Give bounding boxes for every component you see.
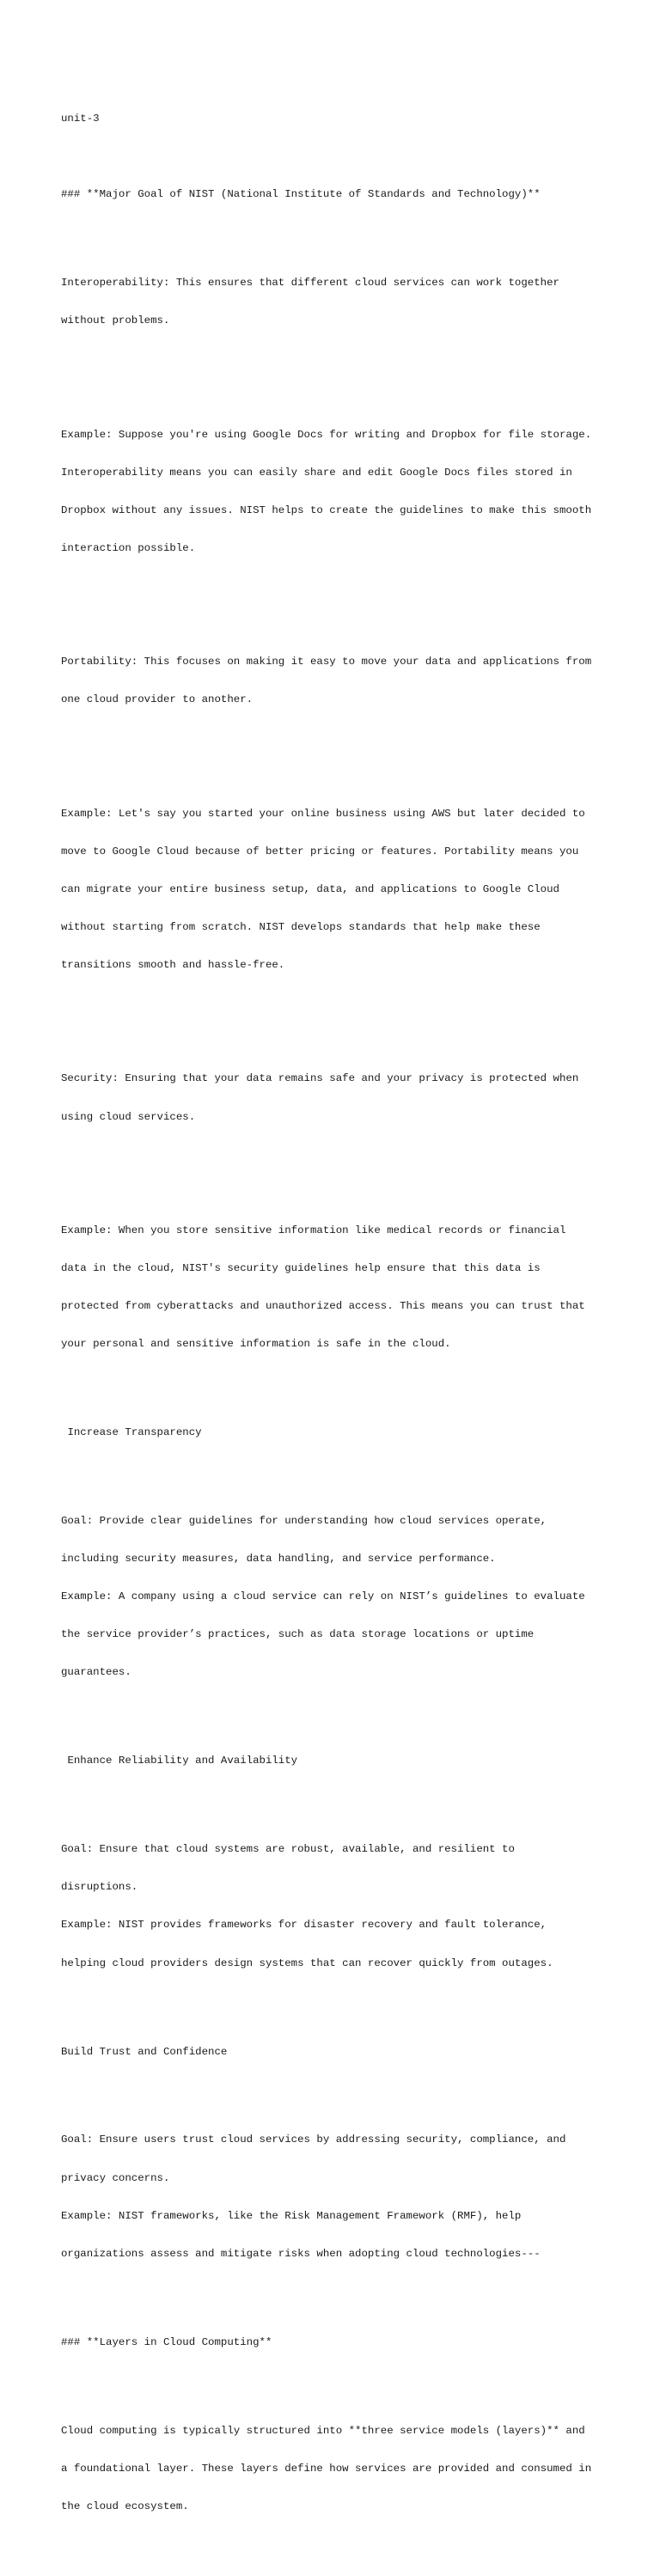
paragraph-layers <box>61 2399 611 2538</box>
text-line: Cloud computing is typically structured into **three service models (layers)** and <box>61 2424 585 2437</box>
text-line: Example: NIST provides frameworks for disaster recovery and fault tolerance, <box>61 1919 547 1932</box>
text-line: Portability: This focuses on making it easy to move your data and applications from <box>61 656 592 668</box>
unit-label: unit-3 <box>61 113 100 125</box>
paragraph-trust <box>61 2109 611 2286</box>
paragraph-transparency <box>61 1490 611 1705</box>
text-line: Goal: Ensure that cloud systems are robust, available, and resilient to <box>61 1843 515 1856</box>
text-line: move to Google Cloud because of better pricing or features. Portability means you <box>61 845 579 858</box>
section-heading-nist: ### **Major Goal of NIST (National Institute of Standards and Technology)** <box>61 188 541 201</box>
text-line: helping cloud providers design systems that can recover quickly from outages. <box>61 1956 553 1969</box>
text-line: Example: Let's say you started your online business using AWS but later decided to <box>61 807 585 820</box>
text-line: Example: Suppose you're using Google Docs for writing and Dropbox for file storage. <box>61 428 592 441</box>
subheading-reliability: Enhance Reliability and Availability <box>61 1755 298 1767</box>
text-line: using cloud services. <box>61 1110 196 1123</box>
text-line: the cloud ecosystem. <box>61 2500 189 2512</box>
text-line: can migrate your entire business setup, data, and applications to Google Cloud <box>61 882 559 895</box>
document-body <box>61 75 611 2576</box>
paragraph-portability <box>61 631 611 732</box>
text-line: protected from cyberattacks and unauthorized access. This means you can trust that <box>61 1300 585 1313</box>
text-line: Goal: Provide clear guidelines for understanding how cloud services operate, <box>61 1515 547 1528</box>
text-line: the service provider’s practices, such as data storage locations or uptime <box>61 1628 535 1641</box>
text-line: Example: NIST frameworks, like the Risk Management Framework (RMF), help <box>61 2209 522 2222</box>
text-line: transitions smooth and hassle-free. <box>61 959 285 972</box>
paragraph-interoperability-example <box>61 403 611 580</box>
text-line: including security measures, data handling, and service performance. <box>61 1553 496 1566</box>
text-line: Example: A company using a cloud service can rely on NIST’s guidelines to evaluate <box>61 1590 585 1603</box>
text-line: one cloud provider to another. <box>61 693 254 706</box>
text-line: Goal: Ensure users trust cloud services by addressing security, compliance, and <box>61 2133 566 2146</box>
paragraph-security <box>61 1047 611 1149</box>
text-line: without starting from scratch. NIST develops standards that help make these <box>61 921 541 934</box>
text-line: organizations assess and mitigate risks when adopting cloud technologies--- <box>61 2247 541 2260</box>
text-line: without problems. <box>61 314 170 327</box>
text-line: Dropbox without any issues. NIST helps to create the guidelines to make this smooth <box>61 504 592 516</box>
subheading-transparency: Increase Transparency <box>61 1426 202 1439</box>
text-line: privacy concerns. <box>61 2171 170 2184</box>
text-line: data in the cloud, NIST's security guidelines help ensure that this data is <box>61 1261 541 1274</box>
text-line: Example: When you store sensitive information like medical records or financial <box>61 1224 566 1236</box>
text-line: your personal and sensitive information is safe in the cloud. <box>61 1338 451 1351</box>
text-line: Security: Ensuring that your data remains safe and your privacy is protected when <box>61 1072 579 1085</box>
text-line: Interoperability: This ensures that different cloud services can work together <box>61 277 559 290</box>
text-line: disruptions. <box>61 1881 138 1894</box>
paragraph-security-example <box>61 1199 611 1376</box>
subheading-trust: Build Trust and Confidence <box>61 2045 228 2058</box>
section-heading-layers: ### **Layers in Cloud Computing** <box>61 2335 272 2348</box>
text-line: Interoperability means you can easily share and edit Google Docs files stored in <box>61 466 572 479</box>
text-line: a foundational layer. These layers define how services are provided and consumed in <box>61 2462 592 2475</box>
text-line: guarantees. <box>61 1666 131 1679</box>
paragraph-portability-example <box>61 782 611 997</box>
paragraph-interoperability <box>61 252 611 353</box>
paragraph-reliability <box>61 1818 611 1995</box>
text-line: interaction possible. <box>61 541 196 554</box>
